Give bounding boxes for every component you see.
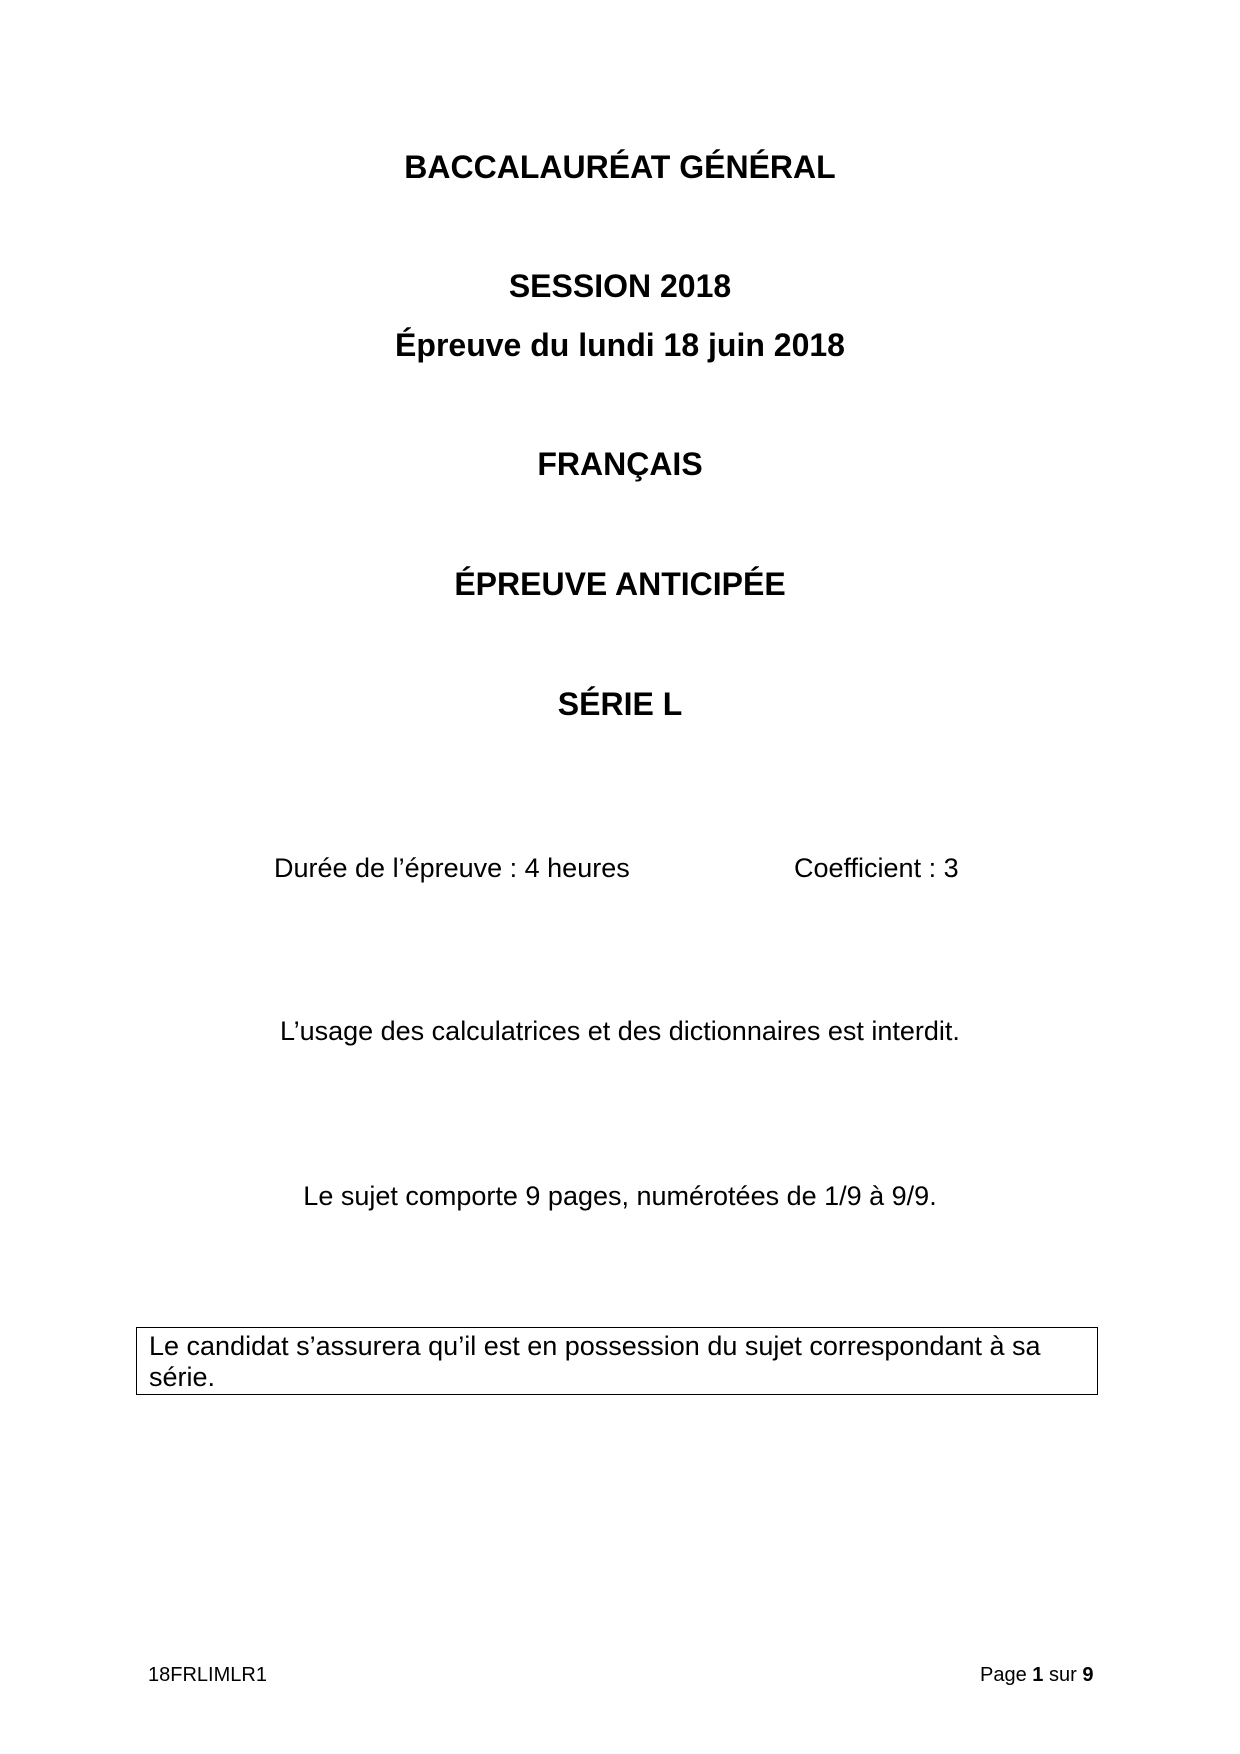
page-separator: sur [1048,1664,1077,1686]
exam-date: Épreuve du lundi 18 juin 2018 [395,327,845,363]
subject-title: FRANÇAIS [537,446,703,482]
coefficient-text: Coefficient : 3 [794,853,959,883]
page-label: Page [980,1664,1027,1686]
duration-text: Durée de l’épreuve : 4 heures [274,853,630,883]
page-total: 9 [1082,1664,1094,1686]
session-title: SESSION 2018 [508,268,732,304]
document-code: 18FRLIMLR1 [148,1664,267,1686]
series-title: SÉRIE L [557,686,683,722]
usage-rule-text: L’usage des calculatrices et des dictionnaires est interdit. [280,1016,960,1046]
series-notice-text: Le candidat s’assurera qu’il est en possession du sujet correspondant à sa série. [149,1331,1041,1392]
page-count-note: Le sujet comporte 9 pages, numérotées de 1/9 à 9/9. [303,1181,937,1211]
exam-type: ÉPREUVE ANTICIPÉE [454,566,786,602]
page-current: 1 [1032,1664,1044,1686]
page-indicator [980,1663,1093,1687]
series-notice-box [136,1327,1098,1395]
exam-title: BACCALAURÉAT GÉNÉRAL [404,149,836,185]
